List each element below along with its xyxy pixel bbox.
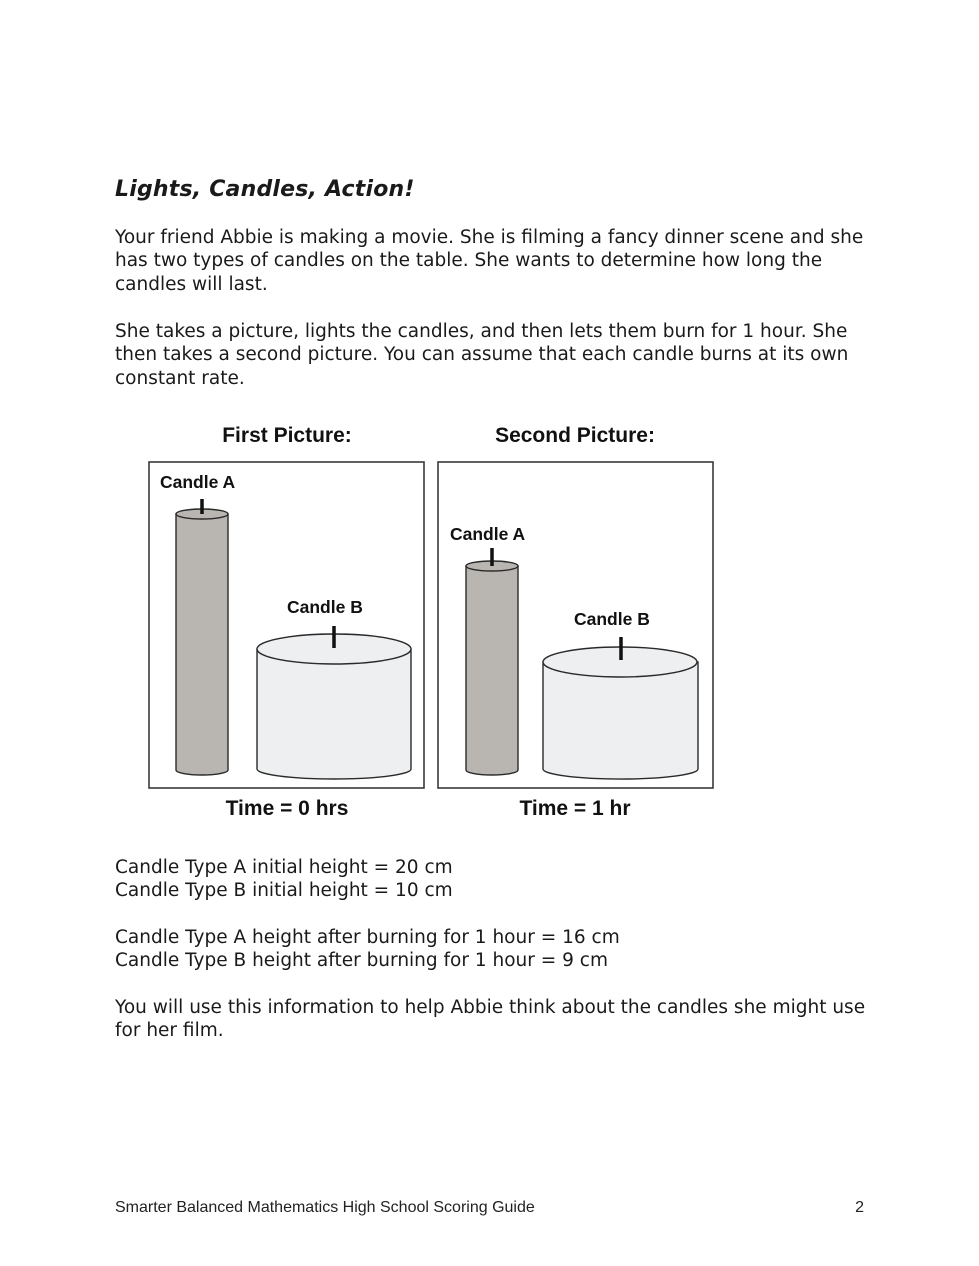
second-candle-b-label: Candle B <box>574 609 650 629</box>
second-candle-b <box>543 637 698 779</box>
second-candle-a-body <box>466 566 518 775</box>
footer-guide-title: Smarter Balanced Mathematics High School Scoring Guide <box>115 1199 535 1216</box>
second-time-label: Time = 1 hr <box>519 797 631 820</box>
fact-a-initial: Candle Type A initial height = 20 cm <box>115 857 453 878</box>
first-candle-b <box>257 626 411 779</box>
first-candle-b-label: Candle B <box>287 597 363 617</box>
first-candle-a <box>176 499 228 775</box>
first-time-label: Time = 0 hrs <box>225 797 349 820</box>
footer-page-number: 2 <box>855 1199 864 1216</box>
intro-paragraph-2: She takes a picture, lights the candles, and then lets them burn for 1 hour. She then takes a second picture. You can assume that each candle burns at its own constant rate. <box>115 321 849 389</box>
second-candle-b-body <box>543 662 698 779</box>
fact-b-after: Candle Type B height after burning for 1 hour = 9 cm <box>115 950 608 971</box>
intro-paragraph-1: Your friend Abbie is making a movie. She is filming a fancy dinner scene and she has two types of candles on the table. She wants to determine how long the candles will last. <box>115 227 864 295</box>
second-candle-a-label: Candle A <box>450 524 526 544</box>
closing-paragraph: You will use this information to help Abbie think about the candles she might use for her film. <box>115 997 866 1042</box>
fact-a-after: Candle Type A height after burning for 1 hour = 16 cm <box>115 927 620 948</box>
page-title: Lights, Candles, Action! <box>115 177 415 202</box>
first-candle-a-label: Candle A <box>160 472 236 492</box>
second-candle-a <box>466 548 518 775</box>
first-candle-b-body <box>257 649 411 779</box>
second-picture-heading: Second Picture: <box>495 424 655 447</box>
first-candle-a-body <box>176 514 228 775</box>
first-picture-heading: First Picture: <box>222 424 352 447</box>
fact-b-initial: Candle Type B initial height = 10 cm <box>115 880 453 901</box>
